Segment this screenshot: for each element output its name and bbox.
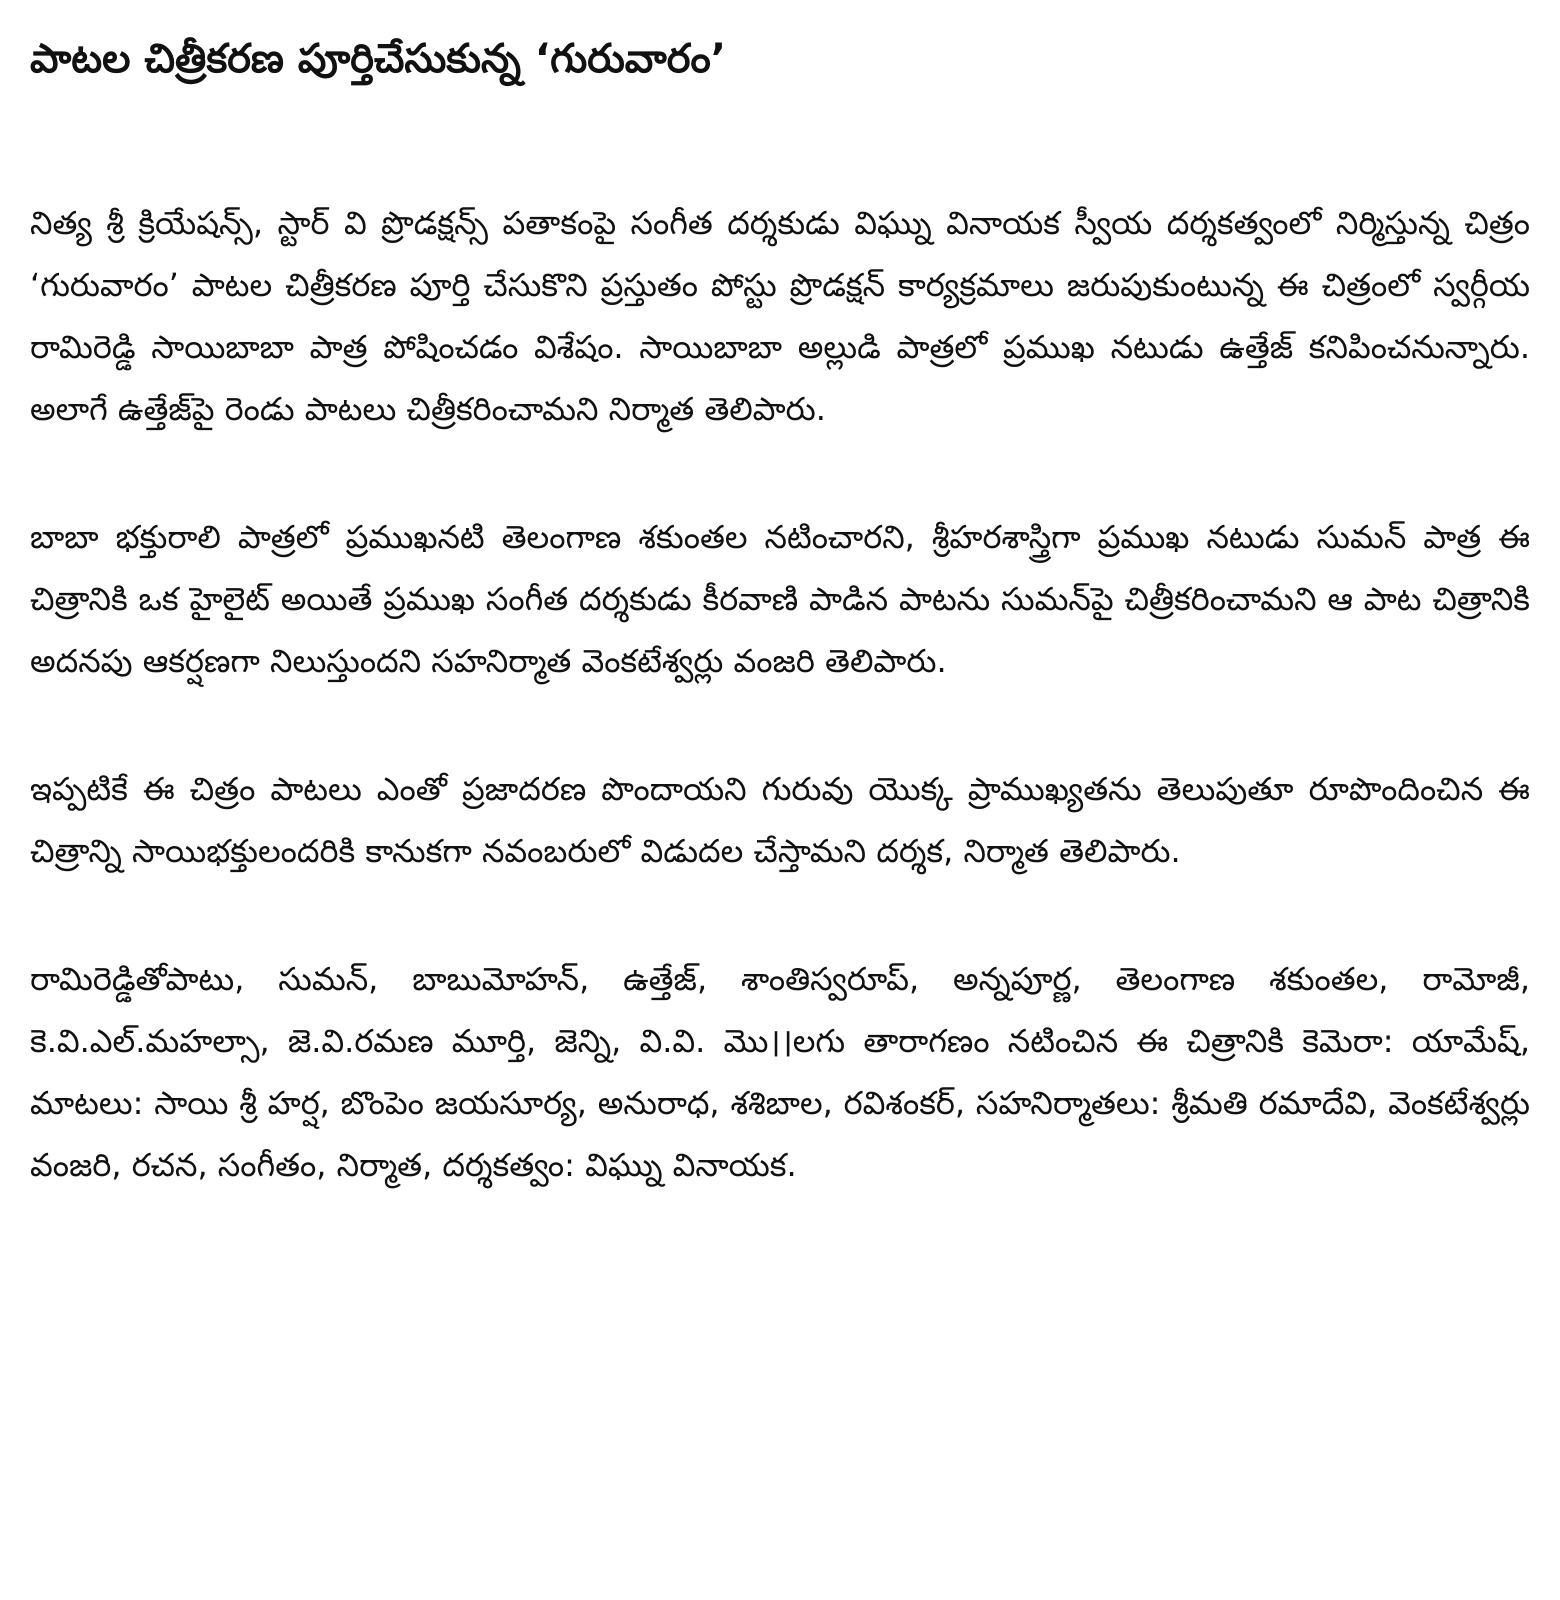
article-title: పాటల చిత్రీకరణ పూర్తిచేసుకున్న ‘గురువారం’ — [30, 36, 726, 82]
article-paragraph-2: బాబా భక్తురాలి పాత్రలో ప్రముఖనటి తెలంగాణ శకుంతల నటించారని, శ్రీహరశాస్త్రిగా ప్రముఖ నటుడు సుమన్ పాత్ర ఈ చిత్రానికి ఒక హైలైట్ అయితే ప్రముఖ సంగీత దర్శకుడు కీరవాణి పాడిన పాటను సుమన్‌పై చిత్రీకరించామని ఆ పాట చిత్రానికి అదనపు ఆకర్షణగా నిలుస్తుందని సహనిర్మాత వెంకటేశ్వర్లు వంజరి తెలిపారు. — [30, 518, 1530, 680]
article-paragraph-4: రామిరెడ్డితోపాటు, సుమన్, బాబుమోహన్, ఉత్తేజ్, శాంతిస్వరూప్, అన్నపూర్ణ, తెలంగాణ శకుంతల, రామోజీ, కె.వి.ఎల్.మహల్సా, జె.వి.రమణ మూర్తి, జెన్ని, వి.వి. మొ।।లగు తారాగణం నటించిన ఈ చిత్రానికి కెమెరా: యామేష్, మాటలు: సాయి శ్రీ హర్ష, బొంపెం జయసూర్య, అనురాధ, శశిబాల, రవిశంకర్, సహనిర్మాతలు: శ్రీమతి రమాదేవి, వెంకటేశ్వర్లు వంజరి, రచన, సంగీతం, నిర్మాత, దర్శకత్వం: విఘ్ను వినాయక. — [30, 960, 1530, 1184]
article-paragraph-1: నిత్య శ్రీ క్రియేషన్స్, స్టార్ వి ప్రొడక్షన్స్ పతాకంపై సంగీత దర్శకుడు విఘ్ను వినాయక స్వీయ దర్శకత్వంలో నిర్మిస్తున్న చిత్రం ‘గురువారం’ పాటల చిత్రీకరణ పూర్తి చేసుకొని ప్రస్తుతం పోస్టు ప్రొడక్షన్ కార్యక్రమాలు జరుపుకుంటున్న ఈ చిత్రంలో స్వర్గీయ రామిరెడ్డి సాయిబాబా పాత్ర పోషించడం విశేషం. సాయిబాబా అల్లుడి పాత్రలో ప్రముఖ నటుడు ఉత్తేజ్ కనిపించనున్నారు. అలాగే ఉత్తేజ్‌పై రెండు పాటలు చిత్రీకరించామని నిర్మాత తెలిపారు. — [30, 204, 1530, 428]
article — [30, 34, 1530, 1196]
article-body — [30, 192, 1530, 1196]
article-paragraph-3: ఇప్పటికే ఈ చిత్రం పాటలు ఎంతో ప్రజాదరణ పొందాయని గురువు యొక్క ప్రాముఖ్యతను తెలుపుతూ రూపొందించిన ఈ చిత్రాన్ని సాయిభక్తులందరికి కానుకగా నవంబరులో విడుదల చేస్తామని దర్శక, నిర్మాత తెలిపారు. — [30, 770, 1530, 870]
